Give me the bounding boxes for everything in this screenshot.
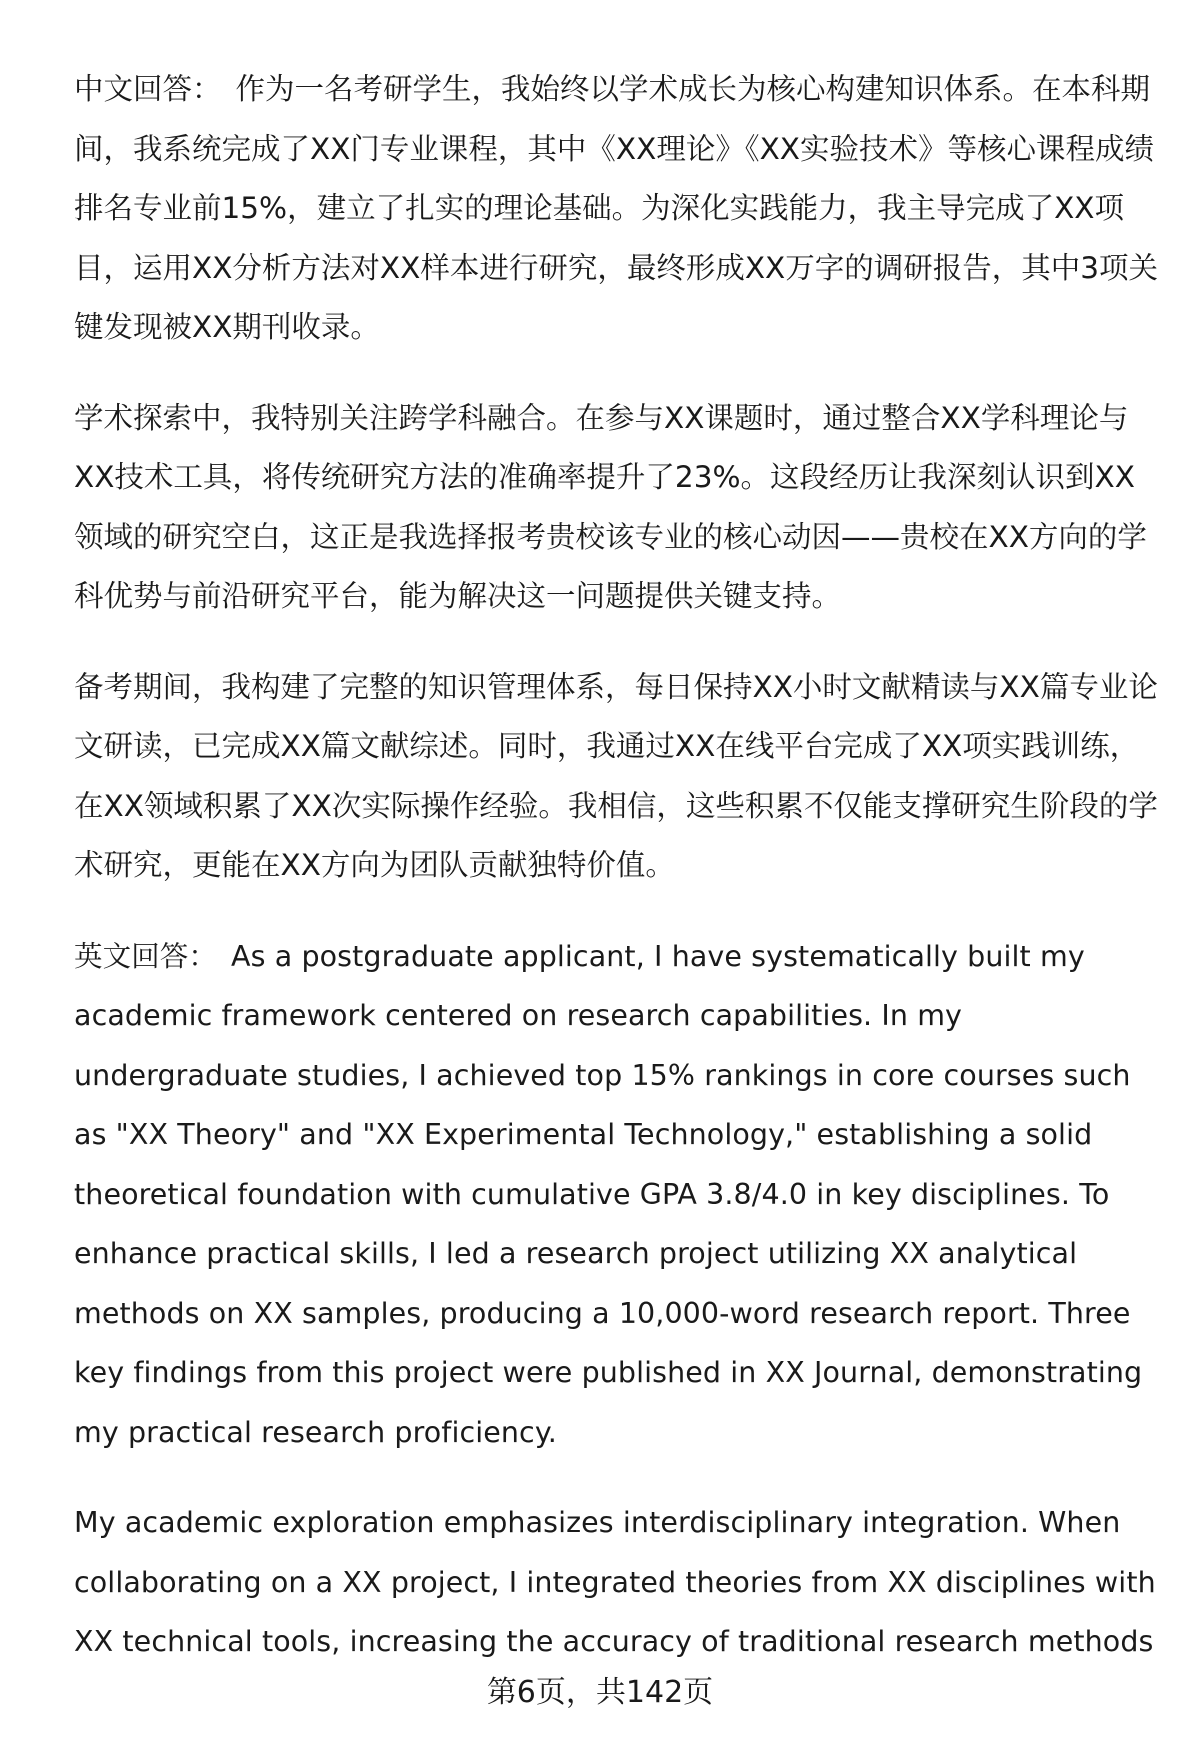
paragraph-text: My academic exploration emphasizes interdisciplinary integration. When collaborating on a XX project, I integrated theories from XX disciplines with XX technical tools, increasing the accuracy of traditional research methods	[74, 1506, 1156, 1658]
paragraph-english-answer-2	[74, 1493, 1160, 1672]
paragraph-english-answer-1	[74, 927, 1160, 1463]
english-answer-label: 英文回答：	[74, 939, 218, 973]
paragraph-text: 学术探索中，我特别关注跨学科融合。在参与XX课题时，通过整合XX学科理论与XX技术工具，将传统研究方法的准确率提升了23%。这段经历让我深刻认识到XX领域的研究空白，这正是我选择报考贵校该专业的核心动因——贵校在XX方向的学科优势与前沿研究平台，能为解决这一问题提供关键支持。	[74, 400, 1147, 613]
paragraph-text: As a postgraduate applicant, I have systematically built my academic framework centered on research capabilities. In my undergraduate studies, I achieved top 15% rankings in core courses such as "XX Theory" and "XX Experimental Technology," establishing a solid theoretical foundation with cumulative GPA 3.8/4.0 in key disciplines. To enhance practical skills, I led a research project utilizing XX analytical methods on XX samples, producing a 10,000-word research report. Three key findings from this project were published in XX Journal, demonstrating my practical research proficiency.	[74, 939, 1143, 1449]
chinese-answer-label: 中文回答：	[74, 72, 222, 106]
page-number-footer: 第6页，共142页	[486, 1675, 714, 1710]
paragraph-chinese-answer-2	[74, 389, 1160, 627]
paragraph-chinese-answer-3	[74, 658, 1160, 896]
paragraph-chinese-answer-1	[74, 60, 1160, 358]
paragraph-text: 备考期间，我构建了完整的知识管理体系，每日保持XX小时文献精读与XX篇专业论文研读，已完成XX篇文献综述。同时，我通过XX在线平台完成了XX项实践训练，在XX领域积累了XX次实际操作经验。我相信，这些积累不仅能支撑研究生阶段的学术研究，更能在XX方向为团队贡献独特价值。	[74, 669, 1158, 882]
document-body	[74, 60, 1160, 1703]
paragraph-text: 作为一名考研学生，我始终以学术成长为核心构建知识体系。在本科期间，我系统完成了XX门专业课程，其中《XX理论》《XX实验技术》等核心课程成绩排名专业前15%，建立了扎实的理论基础。为深化实践能力，我主导完成了XX项目，运用XX分析方法对XX样本进行研究，最终形成XX万字的调研报告，其中3项关键发现被XX期刊收录。	[74, 72, 1159, 344]
